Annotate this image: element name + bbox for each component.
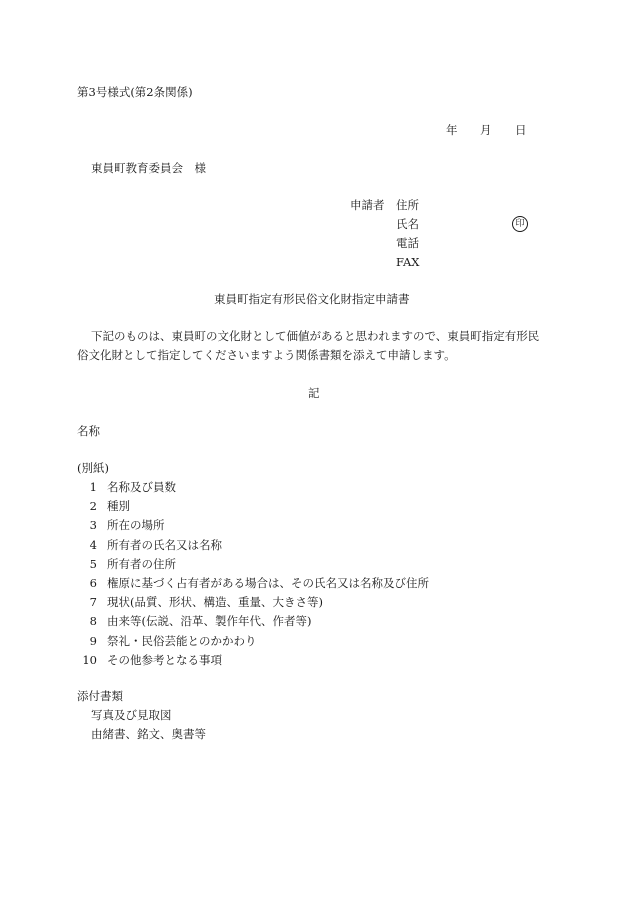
item-text: 所在の場所 [107,518,165,533]
list-item [77,577,429,596]
list-item [77,500,429,519]
phone-label: 電話 [396,236,419,250]
item-number: 2 [89,499,97,514]
item-number: 10 [82,652,97,667]
attached-docs-heading: 添付書類 [77,689,123,703]
date-day: 日 [515,123,527,137]
body-line-2: 俗文化財として指定してくださいますよう関係書類を添えて申請します。 [77,348,456,362]
item-text: 種別 [107,499,130,514]
attached-doc-item: 由緒書、銘文、奥書等 [91,727,206,741]
list-item [77,481,429,500]
item-text: 由来等(伝説、沿革、製作年代、作者等) [107,614,312,629]
date-month: 月 [480,123,492,137]
item-number: 8 [89,614,97,629]
item-number: 5 [89,556,97,571]
ki-heading: 記 [308,386,320,400]
item-number: 3 [89,518,97,533]
fax-label: FAX [396,255,420,269]
document-title: 東員町指定有形民俗文化財指定申請書 [214,292,410,306]
list-item [77,519,429,538]
list-item [77,596,429,615]
item-number: 4 [89,537,97,552]
list-item [77,615,429,634]
date-year: 年 [446,123,458,137]
item-text: 所有者の住所 [107,556,176,571]
name-field-label: 名称 [77,424,100,438]
address-label: 住所 [396,198,419,212]
form-number: 第3号様式(第2条関係) [77,85,193,99]
list-item [77,539,429,558]
item-text: 所有者の氏名又は名称 [107,537,222,552]
attached-doc-item: 写真及び見取図 [91,708,172,722]
item-text: 権原に基づく占有者がある場合は、その氏名又は名称及び住所 [107,575,429,590]
attachment-heading: (別紙) [77,461,109,475]
item-text: その他参考となる事項 [107,652,222,667]
item-number: 6 [89,575,97,590]
item-number: 1 [89,480,97,494]
item-number: 9 [89,633,97,648]
item-number: 7 [89,595,97,610]
name-label: 氏名 [396,217,419,231]
seal-mark: 印 [512,216,528,232]
list-item [77,654,429,673]
list-item [77,635,429,654]
item-text: 名称及び員数 [107,480,176,494]
attachment-list [77,481,429,673]
list-item [77,558,429,577]
addressee: 東員町教育委員会 様 [91,161,206,175]
item-text: 祭礼・民俗芸能とのかかわり [107,633,257,648]
item-text: 現状(品質、形状、構造、重量、大きさ等) [107,595,323,610]
applicant-label: 申請者 [350,198,385,212]
body-line-1: 下記のものは、東員町の文化財として価値があると思われますので、東員町指定有形民 [91,329,540,343]
